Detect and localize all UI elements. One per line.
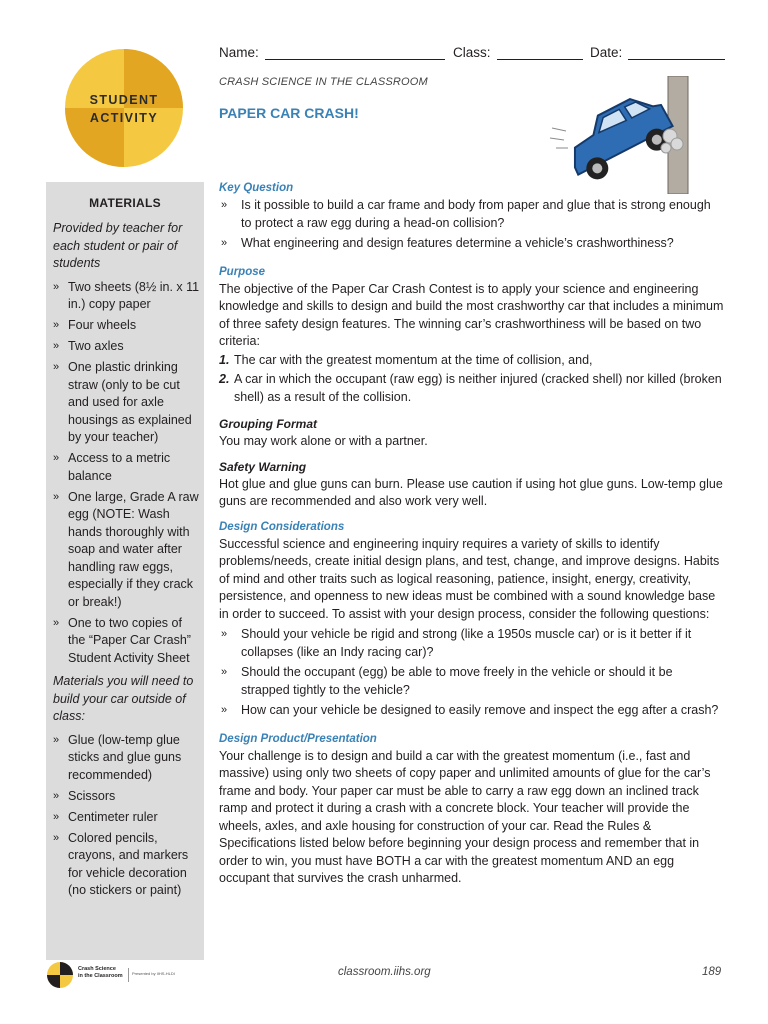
class-line[interactable] bbox=[497, 45, 583, 60]
provided-note: Provided by teacher for each student or pair of students bbox=[53, 221, 183, 270]
date-label: Date: bbox=[590, 45, 623, 60]
design-text: Successful science and engineering inquiry requires a variety of skills to identify problems/needs, create initial design plans, and test, change, and improve designs. Habits of mind and other traits such as logical reasoning, patience, insight, energy, creativity, persistence, and openness to new ideas must be combined with a sound knowledge base in order to succeed. To assist with your design process, consider the following questions: bbox=[219, 536, 720, 621]
design-heading: Design Considerations bbox=[219, 520, 345, 533]
date-line[interactable] bbox=[628, 45, 725, 60]
criteria-list bbox=[219, 352, 724, 407]
footer-divider bbox=[128, 968, 129, 982]
grouping-heading: Grouping Format bbox=[219, 417, 317, 431]
list-item: » Should the occupant (egg) be able to move freely in the vehicle or should it be strapped tightly to the vehicle? bbox=[221, 665, 673, 697]
name-line[interactable] bbox=[265, 45, 445, 60]
materials-sidebar bbox=[46, 182, 204, 960]
list-item: » Access to a metric balance bbox=[53, 451, 171, 483]
safety-heading: Safety Warning bbox=[219, 459, 307, 474]
materials-heading: MATERIALS bbox=[89, 196, 161, 210]
list-item: » One to two copies of the “Paper Car Crash” Student Activity Sheet bbox=[53, 615, 191, 665]
key-question-heading: Key Question bbox=[219, 182, 294, 194]
badge-line-1: STUDENT bbox=[89, 93, 159, 107]
grouping-text: You may work alone or with a partner. bbox=[219, 434, 428, 448]
list-item: » Glue (low-temp glue sticks and glue guns recommended) bbox=[53, 732, 182, 782]
list-item: » Scissors bbox=[53, 788, 116, 803]
series-title: CRASH SCIENCE IN THE CLASSROOM bbox=[219, 76, 428, 88]
outside-materials-list bbox=[46, 732, 204, 900]
product-heading: Design Product/Presentation bbox=[219, 732, 377, 745]
list-item: 2. A car in which the occupant (raw egg) is neither injured (cracked shell) nor killed (broken shell) as a result of the collision. bbox=[219, 372, 722, 404]
list-item: » How can your vehicle be designed to easily remove and inspect the egg after a crash? bbox=[221, 703, 719, 717]
class-label: Class: bbox=[453, 45, 491, 60]
footer-url[interactable]: classroom.iihs.org bbox=[338, 966, 431, 978]
list-item: » Is it possible to build a car frame and body from paper and glue that is strong enough to protect a raw egg during a head-on collision? bbox=[221, 198, 711, 230]
list-item: » Two axles bbox=[53, 339, 124, 353]
key-question-list bbox=[219, 197, 724, 253]
class-field[interactable] bbox=[453, 45, 583, 60]
safety-text: Hot glue and glue guns can burn. Please use caution if using hot glue guns. Low-temp glue guns are recommended and also work very well. bbox=[219, 476, 723, 508]
crash-test-target-icon bbox=[46, 961, 74, 989]
list-item: » Colored pencils, crayons, and markers for vehicle decoration (no stickers or paint) bbox=[53, 830, 189, 897]
student-activity-badge bbox=[64, 48, 184, 168]
list-item: » Centimeter ruler bbox=[53, 809, 158, 824]
blue-car bbox=[559, 88, 681, 187]
name-field[interactable] bbox=[219, 45, 445, 60]
date-field[interactable] bbox=[590, 45, 725, 60]
list-item: » One plastic drinking straw (only to be cut and used for axle housings as explained by your teacher) bbox=[53, 360, 192, 444]
footer-logo-line-2: in the Classroom bbox=[78, 972, 123, 979]
design-questions-list bbox=[219, 626, 724, 720]
list-item: » Should your vehicle be rigid and strong (like a 1950s muscle car) or is it better if it collapses (like an Indy racing car)? bbox=[221, 627, 692, 659]
outside-note: Materials you will need to build your car outside of class: bbox=[53, 674, 194, 723]
page-number: 189 bbox=[702, 966, 722, 978]
badge-line-2: ACTIVITY bbox=[89, 111, 159, 125]
motion-lines bbox=[550, 128, 568, 148]
footer-logo bbox=[46, 960, 186, 990]
purpose-text: The objective of the Paper Car Crash Contest is to apply your science and engineering knowledge and skills to design and build the most crashworthy car that includes a minimum of three safety design features. The winning car’s crashworthiness will be based on two criteria: bbox=[219, 281, 724, 348]
car-crash-illustration bbox=[548, 76, 708, 194]
footer-credit: Presented by IIHS-HLDI bbox=[132, 971, 175, 976]
list-item: » Four wheels bbox=[53, 318, 137, 332]
footer-logo-line-1: Crash Science bbox=[78, 966, 116, 972]
purpose-heading: Purpose bbox=[219, 265, 266, 278]
list-item: » What engineering and design features determine a vehicle’s crashworthiness? bbox=[221, 236, 674, 250]
list-item: » Two sheets (8½ in. x 11 in.) copy paper bbox=[53, 279, 200, 311]
main-content bbox=[219, 180, 724, 888]
provided-materials-list bbox=[46, 279, 204, 668]
page-title: PAPER CAR CRASH! bbox=[219, 105, 359, 121]
list-item: 1. The car with the greatest momentum at the time of collision, and, bbox=[219, 352, 593, 367]
list-item: » One large, Grade A raw egg (NOTE: Wash hands thoroughly with soap and water after handling raw eggs, especially if they crack or break!) bbox=[53, 489, 199, 609]
name-label: Name: bbox=[219, 45, 259, 60]
product-text: Your challenge is to design and build a car with the greatest momentum (i.e., fast and massive) using only two sheets of copy paper and unlimited amounts of glue for the car’s frame and body. Your paper car must be able to carry a raw egg down an inclined track ramp and protect it during a crash with a concrete block. Your teacher will provide the wheels, axles, and axle housing for construction of your car. Read the Rules & Specifications listed below before beginning your design process and remember that in order to win, you must have BOTH a car with the greatest momentum AND an egg occupant that survives the crash unharmed. bbox=[219, 748, 711, 885]
